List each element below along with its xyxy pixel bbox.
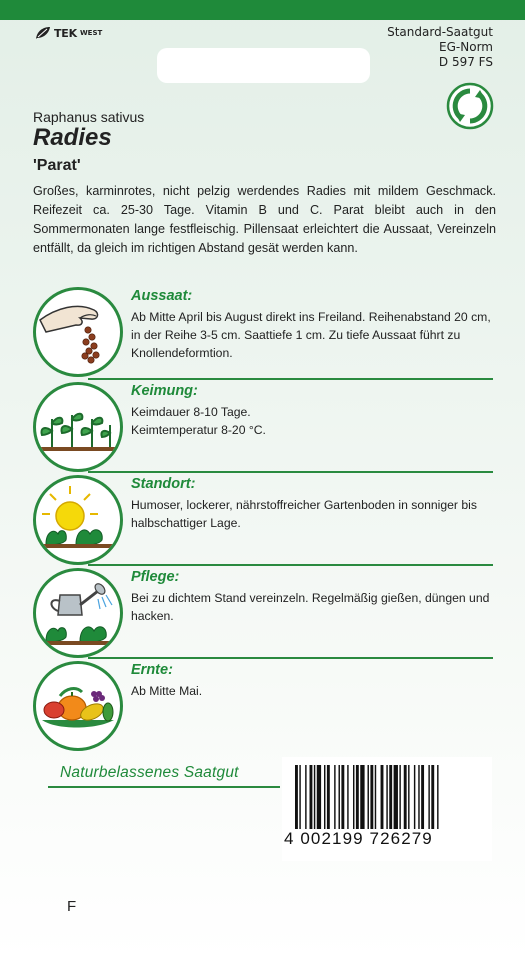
harvest-basket-icon xyxy=(33,661,123,751)
section-title: Pflege: xyxy=(131,569,180,585)
section-text: Bei zu dichtem Stand vereinzeln. Regelmäßig gießen, düngen und hacken. xyxy=(131,591,490,623)
barcode-bar xyxy=(360,765,364,829)
section-title: Aussaat: xyxy=(131,288,193,304)
section-aussaat xyxy=(33,287,493,377)
section-divider xyxy=(88,657,493,659)
footer-letter: F xyxy=(67,898,77,915)
green-dot-recycling-icon xyxy=(446,82,494,130)
leaf-logo-icon xyxy=(35,26,51,40)
standard-line: EG-Norm xyxy=(439,40,493,54)
barcode-bar xyxy=(399,765,400,829)
barcode-bar xyxy=(414,765,415,829)
barcode-bar xyxy=(375,765,376,829)
section-title: Keimung: xyxy=(131,383,198,399)
barcode xyxy=(282,757,492,861)
barcode-bars xyxy=(295,765,479,829)
section-pflege xyxy=(33,568,493,658)
sun-plants-icon xyxy=(33,475,123,565)
product-description: Großes, karminrotes, nicht pelzig werdendes Radies mit mildem Geschmack. Reifezeit ca. 25-30 Tage. Vitamin B und C. Parat bleibt auch in den Sommermonaten lange festfleischig. Pillensaat erleichtert die Aussaat, Vereinzeln entfällt, da gleich im richtigen Abstand gesät werden kann. xyxy=(33,184,496,255)
barcode-bar xyxy=(317,765,321,829)
barcode-bar xyxy=(386,765,387,829)
standard-line: Standard-Saatgut xyxy=(387,25,493,39)
barcode-bar xyxy=(431,765,434,829)
section-line: Keimtemperatur 8-20 °C. xyxy=(131,423,266,437)
section-text: Humoser, lockerer, nährstoffreicher Gartenboden in sonniger bis halbschattiger Lage. xyxy=(131,498,477,530)
brand-sub: WEST xyxy=(79,29,103,37)
section-standort xyxy=(33,475,493,565)
section-divider xyxy=(88,471,493,473)
ean-number: 4 002199 726279 xyxy=(284,829,433,848)
standard-line: D 597 FS xyxy=(438,55,493,69)
brand-name: TEK xyxy=(54,26,77,40)
barcode-bar xyxy=(368,765,369,829)
barcode-bar xyxy=(327,765,330,829)
variety-name: 'Parat' xyxy=(33,157,81,174)
natural-seed-underline xyxy=(48,786,280,788)
barcode-bar xyxy=(347,765,348,829)
barcode-bar xyxy=(356,765,359,829)
section-keimung xyxy=(33,382,493,472)
barcode-bar xyxy=(324,765,325,829)
section-divider xyxy=(88,564,493,566)
section-title: Standort: xyxy=(131,476,196,492)
barcode-bar xyxy=(428,765,429,829)
watering-can-icon xyxy=(33,568,123,658)
barcode-bar xyxy=(421,765,424,829)
barcode-bar xyxy=(381,765,384,829)
barcode-bar xyxy=(305,765,306,829)
barcode-bar xyxy=(404,765,407,829)
barcode-bar xyxy=(334,765,335,829)
barcode-bar xyxy=(310,765,313,829)
label-box xyxy=(157,48,370,83)
barcode-bar xyxy=(370,765,373,829)
barcode-bar xyxy=(341,765,344,829)
seedlings-icon xyxy=(33,382,123,472)
section-text xyxy=(131,403,493,439)
barcode-bar xyxy=(408,765,409,829)
barcode-bar xyxy=(418,765,419,829)
section-divider xyxy=(88,378,493,380)
section-title: Ernte: xyxy=(131,662,173,678)
latin-name: Raphanus sativus xyxy=(33,109,145,125)
barcode-bar xyxy=(437,765,438,829)
barcode-bar xyxy=(295,765,298,829)
product-name: Radies xyxy=(33,124,112,151)
barcode-bar xyxy=(389,765,392,829)
barcode-bar xyxy=(314,765,315,829)
section-text: Ab Mitte Mai. xyxy=(131,684,203,698)
section-line: Keimdauer 8-10 Tage. xyxy=(131,405,251,419)
brand-logo xyxy=(35,26,102,40)
barcode-bar xyxy=(299,765,300,829)
top-green-bar xyxy=(0,0,525,20)
section-ernte xyxy=(33,661,493,751)
barcode-bar xyxy=(339,765,340,829)
section-text: Ab Mitte April bis August direkt ins Freiland. Reihenabstand 20 cm, in der Reihe 3-5 cm. Saattiefe 1 cm. Zu tiefe Aussaat führt zu Knollendeformtion. xyxy=(131,310,491,360)
hand-sowing-icon xyxy=(33,287,123,377)
standard-info xyxy=(387,25,493,70)
barcode-bar xyxy=(394,765,398,829)
barcode-bar xyxy=(353,765,354,829)
natural-seed-label: Naturbelassenes Saatgut xyxy=(60,764,239,781)
